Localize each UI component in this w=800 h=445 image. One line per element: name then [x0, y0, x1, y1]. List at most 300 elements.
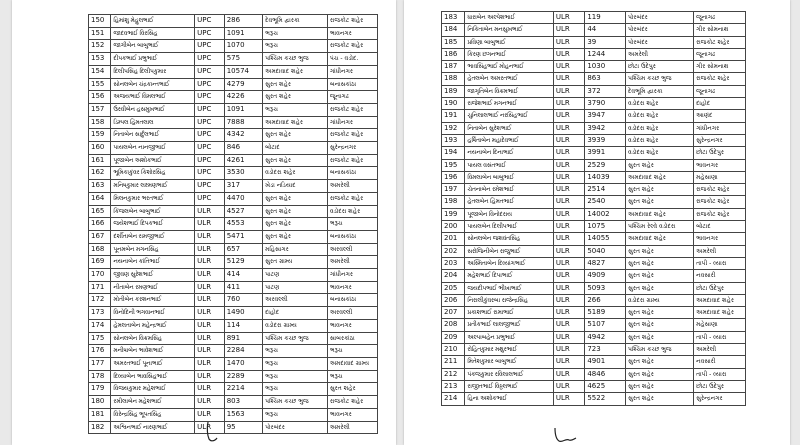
table-row: [442, 36, 746, 48]
registration-number-cell: 414: [224, 269, 262, 282]
registration-number-cell: 891: [224, 332, 262, 345]
registration-number-cell: 3947: [585, 110, 626, 122]
category-cell: ULR: [553, 307, 585, 319]
table-row: [89, 319, 378, 332]
office-cell: વડોદરા શહેર: [626, 110, 694, 122]
district-cell: ભરૂચ: [327, 370, 377, 383]
office-cell: સુરત શહેર: [263, 218, 328, 231]
table-row: [89, 383, 378, 396]
district-cell: રાજકોટ શહેર: [694, 184, 746, 196]
registration-number-cell: 114: [224, 319, 262, 332]
registration-number-cell: 14002: [585, 208, 626, 220]
candidate-name-cell: જાગીબેન બાબુભાઈ: [111, 40, 195, 53]
district-cell: જૂનાગઢ: [694, 48, 746, 60]
office-cell: પશ્ચિમ કચ્છ ભુજ: [626, 344, 694, 356]
candidate-name-cell: દર્શીતાબેન રામજીભાઈ: [111, 230, 195, 243]
table-row: [89, 269, 378, 282]
category-cell: ULR: [553, 73, 585, 85]
category-cell: ULR: [195, 319, 225, 332]
office-cell: સુરત શહેર: [626, 331, 694, 343]
district-cell: વડોદરા શહેર: [327, 205, 377, 218]
registration-number-cell: 14055: [585, 233, 626, 245]
district-cell: ગાંધીનગર: [327, 269, 377, 282]
table-row: [89, 15, 378, 28]
registration-number-cell: 411: [224, 281, 262, 294]
category-cell: UPC: [195, 91, 225, 104]
district-cell: ભાવનગર: [327, 281, 377, 294]
candidate-name-cell: હર્ષિતાબેન મહાદેવભાઈ: [465, 134, 553, 146]
office-cell: સુરત શહેર: [263, 192, 328, 205]
table-row: [442, 294, 746, 306]
office-cell: ભરૂચ: [263, 27, 328, 40]
candidate-name-cell: પંકજકુમાર રવિલાલભાઈ: [465, 368, 553, 380]
serial-number-cell: 204: [442, 270, 465, 282]
district-cell: તાપી - વ્યારા: [694, 257, 746, 269]
office-cell: પોરબંદર: [626, 12, 694, 24]
table-row: [89, 129, 378, 142]
serial-number-cell: 174: [89, 319, 111, 332]
district-cell: રાજકોટ શહેર: [327, 40, 377, 53]
candidate-name-cell: ભાવસિંહભાઈ મોહનભાઈ: [465, 61, 553, 73]
table-row: [89, 103, 378, 116]
registration-number-cell: 5471: [224, 230, 262, 243]
serial-number-cell: 170: [89, 269, 111, 282]
category-cell: ULR: [553, 110, 585, 122]
candidate-name-cell: નિતાબેન સુરેશભાઈ: [465, 122, 553, 134]
serial-number-cell: 162: [89, 167, 111, 180]
candidate-table-right-body: [442, 12, 746, 406]
office-cell: અમદાવાદ શહેર: [626, 233, 694, 245]
table-row: [442, 233, 746, 245]
table-row: [442, 331, 746, 343]
candidate-name-cell: ભૂમિકાકુંવર કિશોરસિંહ: [111, 167, 195, 180]
candidate-name-cell: ચુનિલાલભાઈ નરસિંહભાઈ: [465, 110, 553, 122]
candidate-name-cell: રોહિતકુમાર મથુરભાઈ: [465, 344, 553, 356]
candidate-name-cell: અલ્પાબહેન પ્રભુભાઈ: [465, 331, 553, 343]
district-cell: ભાવનગર: [694, 233, 746, 245]
table-row: [89, 192, 378, 205]
office-cell: સુરત શહેર: [263, 91, 328, 104]
registration-number-cell: 575: [224, 53, 262, 66]
candidate-name-cell: પ્રતીકભાઈ લાલજીભાઈ: [465, 319, 553, 331]
category-cell: UPC: [195, 180, 225, 193]
table-row: [442, 356, 746, 368]
category-cell: ULR: [553, 282, 585, 294]
district-cell: બનાસકાંઠા: [327, 294, 377, 307]
serial-number-cell: 168: [89, 243, 111, 256]
candidate-name-cell: મોતીબેન કરશનભાઈ: [111, 294, 195, 307]
serial-number-cell: 207: [442, 307, 465, 319]
candidate-name-cell: મનિષકુમાર લક્ષ્મણભાઈ: [111, 180, 195, 193]
district-cell: જૂનાગઢ: [694, 85, 746, 97]
registration-number-cell: 5129: [224, 256, 262, 269]
candidate-name-cell: મહેશભાઈ દિપાભાઈ: [465, 270, 553, 282]
registration-number-cell: 5040: [585, 245, 626, 257]
district-cell: અમદાવાદ ગ્રામ્ય: [327, 357, 377, 370]
registration-number-cell: 10574: [224, 65, 262, 78]
category-cell: ULR: [195, 408, 225, 421]
table-row: [442, 98, 746, 110]
district-cell: અમદાવાદ શહેર: [694, 294, 746, 306]
category-cell: ULR: [195, 205, 225, 218]
candidate-name-cell: સરોજિનીબેન રાજુભાઈ: [465, 245, 553, 257]
category-cell: ULR: [195, 421, 225, 434]
registration-number-cell: 317: [224, 180, 262, 193]
table-row: [89, 230, 378, 243]
table-row: [89, 408, 378, 421]
candidate-name-cell: સોનલબેન વિક્રમસિંહ: [111, 332, 195, 345]
candidate-name-cell: કિરણ છગનભાઈ: [465, 48, 553, 60]
serial-number-cell: 194: [442, 147, 465, 159]
serial-number-cell: 154: [89, 65, 111, 78]
table-row: [442, 12, 746, 24]
serial-number-cell: 200: [442, 221, 465, 233]
district-cell: ગાંધીનગર: [327, 65, 377, 78]
serial-number-cell: 188: [442, 73, 465, 85]
serial-number-cell: 213: [442, 380, 465, 392]
category-cell: ULR: [553, 24, 585, 36]
category-cell: UPC: [195, 103, 225, 116]
district-cell: નવસારી: [694, 356, 746, 368]
table-row: [442, 221, 746, 233]
serial-number-cell: 211: [442, 356, 465, 368]
candidate-name-cell: ઉરવીબેન હસમુખભાઈ: [111, 103, 195, 116]
table-row: [442, 380, 746, 392]
office-cell: પોરબંદર: [263, 421, 328, 434]
office-cell: સુરત શહેર: [626, 380, 694, 392]
registration-number-cell: 4846: [585, 368, 626, 380]
serial-number-cell: 152: [89, 40, 111, 53]
registration-number-cell: 3790: [585, 98, 626, 110]
office-cell: દેવભૂમિ દ્વારકા: [626, 85, 694, 97]
category-cell: UPC: [195, 192, 225, 205]
district-cell: ભાવનગર: [327, 27, 377, 40]
candidate-name-cell: સોનલબેન ચંદ્રકાન્તભાઈ: [111, 78, 195, 91]
table-row: [442, 61, 746, 73]
candidate-name-cell: રાજેશભાઈ મગનભાઈ: [465, 98, 553, 110]
table-row: [89, 396, 378, 409]
table-row: [89, 65, 378, 78]
table-row: [89, 294, 378, 307]
serial-number-cell: 156: [89, 91, 111, 104]
registration-number-cell: 5522: [585, 393, 626, 405]
signature-mark-right: [552, 426, 578, 444]
registration-number-cell: 4553: [224, 218, 262, 231]
category-cell: ULR: [195, 294, 225, 307]
serial-number-cell: 164: [89, 192, 111, 205]
district-cell: ભરૂચ: [327, 345, 377, 358]
category-cell: ULR: [553, 159, 585, 171]
candidate-name-cell: પાયલબેન નાનજીભાઈ: [111, 142, 195, 155]
office-cell: ભરૂચ: [263, 40, 328, 53]
office-cell: સુરત ગ્રામ્ય: [263, 256, 328, 269]
office-cell: સુરત શહેર: [626, 184, 694, 196]
serial-number-cell: 209: [442, 331, 465, 343]
registration-number-cell: 3942: [585, 122, 626, 134]
office-cell: દાહોદ: [263, 307, 328, 320]
table-row: [89, 370, 378, 383]
table-row: [89, 53, 378, 66]
registration-number-cell: 5093: [585, 282, 626, 294]
serial-number-cell: 189: [442, 85, 465, 97]
category-cell: UPC: [195, 27, 225, 40]
serial-number-cell: 169: [89, 256, 111, 269]
office-cell: વડોદરા ગ્રામ્ય: [263, 319, 328, 332]
table-row: [89, 256, 378, 269]
office-cell: વડોદરા ગ્રામ્ય: [626, 294, 694, 306]
registration-number-cell: 4261: [224, 154, 262, 167]
serial-number-cell: 201: [442, 233, 465, 245]
candidate-name-cell: પાયલબેન દિલીપભાઈ: [465, 221, 553, 233]
candidate-name-cell: પાયલ વસંતભાઈ: [465, 159, 553, 171]
registration-number-cell: 5189: [585, 307, 626, 319]
district-cell: મહેસાણા: [694, 171, 746, 183]
candidate-name-cell: હિમાંશુ મેહુલભાઈ: [111, 15, 195, 28]
registration-number-cell: 1091: [224, 27, 262, 40]
office-cell: પાટણ: [263, 269, 328, 282]
registration-number-cell: 2289: [224, 370, 262, 383]
district-cell: અરવલ્લી: [327, 243, 377, 256]
category-cell: ULR: [195, 345, 225, 358]
district-cell: તાપી - વ્યારા: [694, 331, 746, 343]
category-cell: ULR: [553, 257, 585, 269]
table-row: [89, 154, 378, 167]
table-row: [442, 171, 746, 183]
district-cell: ગાંધીનગર: [694, 122, 746, 134]
office-cell: સુરત શહેર: [626, 245, 694, 257]
district-cell: ગીર સોમનાથ: [694, 61, 746, 73]
registration-number-cell: 39: [585, 36, 626, 48]
category-cell: ULR: [553, 196, 585, 208]
office-cell: સુરત શહેર: [626, 368, 694, 380]
table-row: [442, 85, 746, 97]
category-cell: ULR: [553, 233, 585, 245]
serial-number-cell: 176: [89, 345, 111, 358]
office-cell: વડોદરા શહેર: [626, 98, 694, 110]
category-cell: ULR: [553, 147, 585, 159]
office-cell: દેવભૂમિ દ્વારકા: [263, 15, 328, 28]
candidate-name-cell: જયદીપભાઈ ભીખાભાઈ: [465, 282, 553, 294]
category-cell: ULR: [553, 171, 585, 183]
candidate-name-cell: ધારાબેન અલ્પેશભાઈ: [465, 12, 553, 24]
serial-number-cell: 198: [442, 196, 465, 208]
candidate-name-cell: મિલનકુમાર ભરતભાઈ: [111, 192, 195, 205]
category-cell: ULR: [553, 368, 585, 380]
category-cell: UPC: [195, 65, 225, 78]
category-cell: ULR: [553, 61, 585, 73]
table-row: [89, 243, 378, 256]
district-cell: અમરેલી: [694, 245, 746, 257]
serial-number-cell: 197: [442, 184, 465, 196]
registration-number-cell: 3530: [224, 167, 262, 180]
district-cell: સાબરકાંઠા: [327, 332, 377, 345]
category-cell: ULR: [553, 208, 585, 220]
district-cell: રાજકોટ શહેર: [327, 192, 377, 205]
candidate-name-cell: અશ્વિનભાઈ નારણભાઈ: [111, 421, 195, 434]
signature-mark-left: [200, 420, 222, 444]
category-cell: ULR: [195, 256, 225, 269]
category-cell: UPC: [195, 129, 225, 142]
registration-number-cell: 2284: [224, 345, 262, 358]
district-cell: ભાવનગર: [327, 408, 377, 421]
category-cell: ULR: [195, 281, 225, 294]
category-cell: ULR: [553, 356, 585, 368]
office-cell: મહિસાગર: [263, 243, 328, 256]
table-row: [89, 332, 378, 345]
registration-number-cell: 7888: [224, 116, 262, 129]
district-cell: ભરૂચ: [327, 218, 377, 231]
category-cell: ULR: [553, 98, 585, 110]
district-cell: રાજકોટ શહેર: [694, 73, 746, 85]
serial-number-cell: 172: [89, 294, 111, 307]
serial-number-cell: 205: [442, 282, 465, 294]
registration-number-cell: 3991: [585, 147, 626, 159]
registration-number-cell: 1244: [585, 48, 626, 60]
office-cell: પશ્ચિમ કચ્છ ભુજ: [263, 396, 328, 409]
table-row: [442, 319, 746, 331]
category-cell: ULR: [553, 221, 585, 233]
serial-number-cell: 178: [89, 370, 111, 383]
candidate-name-cell: દીપકભાઈ પ્રભુભાઈ: [111, 53, 195, 66]
category-cell: ULR: [553, 270, 585, 282]
serial-number-cell: 190: [442, 98, 465, 110]
district-cell: દાહોદ: [694, 98, 746, 110]
office-cell: સુરત શહેર: [263, 205, 328, 218]
office-cell: સુરત શહેર: [626, 159, 694, 171]
category-cell: ULR: [553, 48, 585, 60]
registration-number-cell: 14039: [585, 171, 626, 183]
candidate-name-cell: હેતલબેન હિંમતભાઈ: [465, 196, 553, 208]
category-cell: UPC: [195, 15, 225, 28]
serial-number-cell: 179: [89, 383, 111, 396]
category-cell: ULR: [553, 294, 585, 306]
serial-number-cell: 153: [89, 53, 111, 66]
office-cell: સુરત શહેર: [263, 154, 328, 167]
office-cell: પશ્ચિમ કચ્છ ભુજ: [263, 53, 328, 66]
category-cell: ULR: [195, 383, 225, 396]
district-cell: રાજકોટ શહેર: [327, 15, 377, 28]
candidate-name-cell: કિંજલબેન બાબુભાઈ: [111, 205, 195, 218]
serial-number-cell: 175: [89, 332, 111, 345]
district-cell: અરવલ્લી: [327, 307, 377, 320]
registration-number-cell: 1563: [224, 408, 262, 421]
serial-number-cell: 196: [442, 171, 465, 183]
candidate-name-cell: ડિમ્પલ હિંમતલાલ: [111, 116, 195, 129]
category-cell: ULR: [195, 230, 225, 243]
candidate-name-cell: અસ્મિતાબેન દિવ્યાંગભાઈ: [465, 257, 553, 269]
serial-number-cell: 155: [89, 78, 111, 91]
office-cell: પશ્ચિમ કચ્છ ભુજ: [263, 332, 328, 345]
category-cell: ULR: [553, 331, 585, 343]
serial-number-cell: 187: [442, 61, 465, 73]
candidate-name-cell: હેમલતાબેન મહેન્દ્રભાઈ: [111, 319, 195, 332]
registration-number-cell: 266: [585, 294, 626, 306]
serial-number-cell: 208: [442, 319, 465, 331]
category-cell: UPC: [195, 142, 225, 155]
serial-number-cell: 185: [442, 36, 465, 48]
district-cell: અમરેલી: [327, 256, 377, 269]
candidate-name-cell: વિજયકુમાર મહેશભાઈ: [111, 383, 195, 396]
serial-number-cell: 158: [89, 116, 111, 129]
table-row: [442, 393, 746, 405]
category-cell: UPC: [195, 78, 225, 91]
serial-number-cell: 180: [89, 396, 111, 409]
category-cell: ULR: [553, 344, 585, 356]
serial-number-cell: 157: [89, 103, 111, 116]
table-row: [89, 91, 378, 104]
category-cell: UPC: [195, 53, 225, 66]
category-cell: ULR: [195, 243, 225, 256]
serial-number-cell: 160: [89, 142, 111, 155]
office-cell: વડોદરા શહેર: [626, 147, 694, 159]
district-cell: ભાવનગર: [694, 159, 746, 171]
district-cell: જૂનાગઢ: [694, 12, 746, 24]
candidate-name-cell: પૂજાબેન વિનોદરાય: [465, 208, 553, 220]
district-cell: અમરેલી: [327, 421, 377, 434]
candidate-name-cell: વિનોદિની ભગવાનભાઈ: [111, 307, 195, 320]
district-cell: ગીર સોમનાથ: [694, 24, 746, 36]
candidate-name-cell: હેતલબેન અમરતભાઈ: [465, 73, 553, 85]
registration-number-cell: 95: [224, 421, 262, 434]
district-cell: સુરત શહેર: [327, 383, 377, 396]
office-cell: અરવલ્લી: [263, 294, 328, 307]
registration-number-cell: 372: [585, 85, 626, 97]
table-row: [442, 257, 746, 269]
district-cell: રાજકોટ શહેર: [327, 154, 377, 167]
table-row: [442, 110, 746, 122]
table-row: [89, 218, 378, 231]
registration-number-cell: 657: [224, 243, 262, 256]
document-page-left: [12, 0, 396, 445]
candidate-name-cell: વિમલાબેન બાબુભાઈ: [465, 171, 553, 183]
serial-number-cell: 151: [89, 27, 111, 40]
candidate-name-cell: અજયભાઈ વિમલભાઈ: [111, 91, 195, 104]
candidate-name-cell: નયનાબેન દિનાભાઈ: [465, 147, 553, 159]
office-cell: ભરૂચ: [263, 357, 328, 370]
office-cell: સુરત શહેર: [626, 196, 694, 208]
office-cell: સુરત શહેર: [263, 129, 328, 142]
district-cell: છોટા ઉદેપુર: [694, 380, 746, 392]
registration-number-cell: 1091: [224, 103, 262, 116]
candidate-name-cell: નયનાબેન કાંતિભાઈ: [111, 256, 195, 269]
category-cell: UPC: [195, 167, 225, 180]
candidate-name-cell: જાગૃતિબેન વિક્રમભાઈ: [465, 85, 553, 97]
table-row: [89, 27, 378, 40]
registration-number-cell: 2540: [585, 196, 626, 208]
district-cell: છોટા ઉદેપુર: [694, 282, 746, 294]
category-cell: ULR: [195, 332, 225, 345]
district-cell: જૂનાગઢ: [327, 91, 377, 104]
category-cell: ULR: [195, 269, 225, 282]
registration-number-cell: 4942: [585, 331, 626, 343]
office-cell: સુરત શહેર: [263, 78, 328, 91]
registration-number-cell: 1490: [224, 307, 262, 320]
district-cell: અમદાવાદ શહેર: [694, 307, 746, 319]
serial-number-cell: 195: [442, 159, 465, 171]
registration-number-cell: 2514: [585, 184, 626, 196]
candidate-name-cell: દિલીપસિંહ દિલીપકુમાર: [111, 65, 195, 78]
office-cell: ભરૂચ: [263, 370, 328, 383]
table-row: [89, 78, 378, 91]
office-cell: અમદાવાદ શહેર: [263, 116, 328, 129]
table-row: [89, 142, 378, 155]
office-cell: સુરત શહેર: [626, 356, 694, 368]
category-cell: ULR: [195, 218, 225, 231]
candidate-name-cell: દિવ્યાબેન ભાવસિંહભાઈ: [111, 370, 195, 383]
registration-number-cell: 4226: [224, 91, 262, 104]
district-cell: રાજકોટ શહેર: [327, 103, 377, 116]
district-cell: રાજકોટ શહેર: [694, 196, 746, 208]
